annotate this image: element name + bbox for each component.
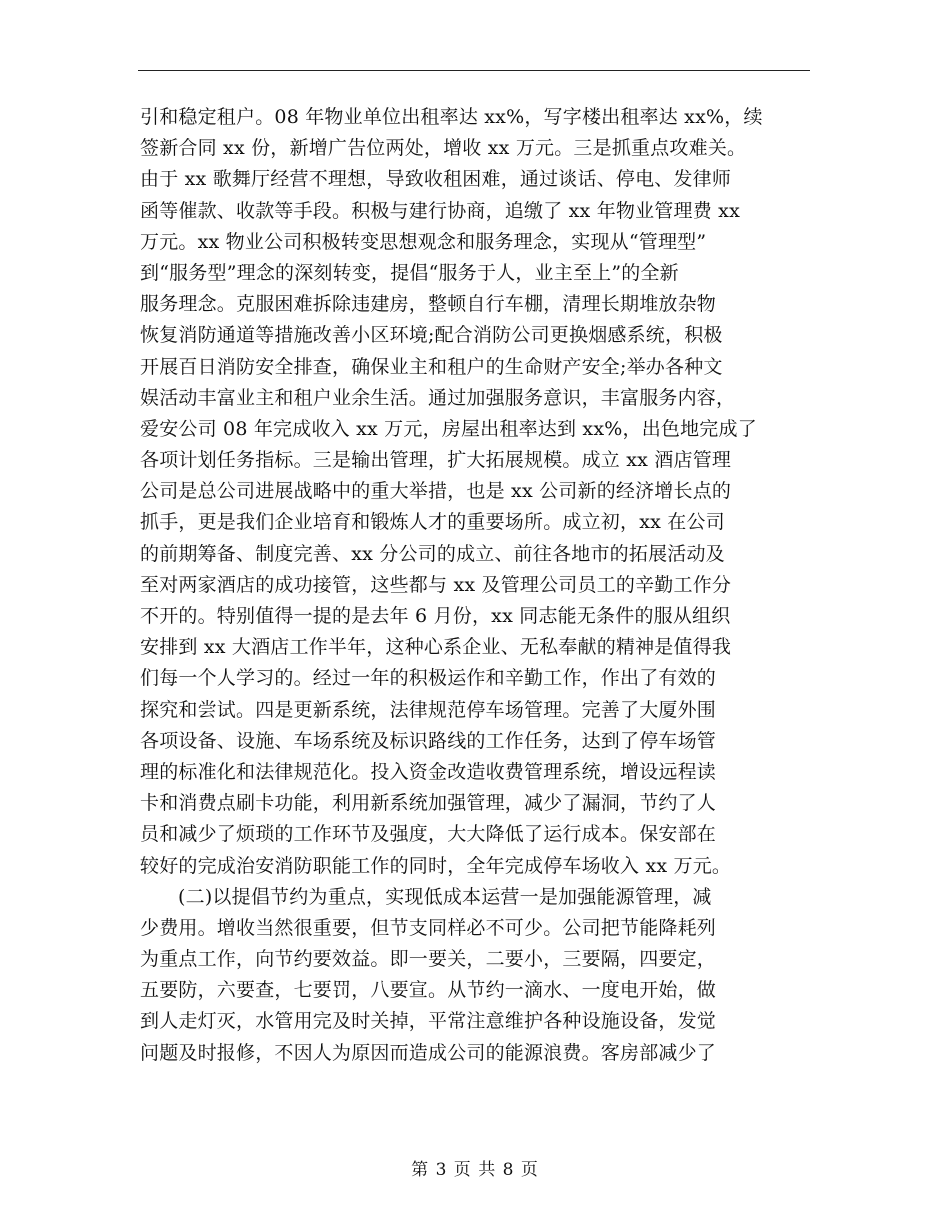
- text-line: 各项设备、设施、车场系统及标识路线的工作任务，达到了停车场管: [140, 729, 717, 752]
- text-line: 公司是总公司进展战略中的重大举措，也是 xx 公司新的经济增长点的: [140, 480, 732, 503]
- text-line: 到人走灯灭，水管用完及时关掉，平常注意维护各种设施设备，发觉: [140, 1010, 717, 1033]
- text-line: 签新合同 xx 份，新增广告位两处，增收 xx 万元。三是抓重点攻难关。: [140, 137, 747, 160]
- text-line: 函等催款、收款等手段。积极与建行协商，追缴了 xx 年物业管理费 xx: [140, 199, 740, 222]
- text-line: 各项计划任务指标。三是输出管理，扩大拓展规模。成立 xx 酒店管理: [140, 449, 732, 472]
- text-line: 探究和尝试。四是更新系统，法律规范停车场管理。完善了大厦外围: [140, 698, 717, 721]
- text-line: 爱安公司 08 年完成收入 xx 万元，房屋出租率达到 xx%，出色地完成了: [140, 417, 757, 440]
- text-line: 们每一个人学习的。经过一年的积极运作和辛勤工作，作出了有效的: [140, 667, 717, 690]
- text-line: 不开的。特别值得一提的是去年 6 月份，xx 同志能无条件的服从组织: [140, 605, 731, 627]
- text-line: 少费用。增收当然很重要，但节支同样必不可少。公司把节能降耗列: [140, 916, 717, 939]
- text-line: 员和减少了烦琐的工作环节及强度，大大降低了运行成本。保安部在: [140, 823, 717, 846]
- page-footer: 第 3 页 共 8 页: [411, 1160, 539, 1180]
- text-line: 卡和消费点刷卡功能，利用新系统加强管理，减少了漏洞，节约了人: [140, 792, 717, 815]
- paragraph-2: [140, 882, 812, 1069]
- text-line: 安排到 xx 大酒店工作半年，这种心系企业、无私奉献的精神是值得我: [140, 636, 732, 659]
- text-line: 万元。xx 物业公司积极转变思想观念和服务理念，实现从“管理型”: [140, 230, 707, 253]
- text-line: 开展百日消防安全排查，确保业主和租户的生命财产安全;举办各种文: [140, 355, 723, 378]
- text-line: 为重点工作，向节约要效益。即一要关，二要小，三要隔，四要定，: [140, 948, 717, 971]
- text-line: (二)以提倡节约为重点，实现低成本运营一是加强能源管理，减: [178, 885, 712, 908]
- text-line: 至对两家酒店的成功接管，这些都与 xx 及管理公司员工的辛勤工作分: [140, 573, 732, 596]
- text-line: 抓手，更是我们企业培育和锻炼人才的重要场所。成立初，xx 在公司: [140, 511, 725, 534]
- text-line: 五要防，六要查，七要罚，八要宣。从节约一滴水、一度电开始，做: [140, 979, 717, 1002]
- text-line: 到“服务型”理念的深刻转变，提倡“服务于人，业主至上”的全新: [140, 261, 679, 284]
- text-line: 理的标准化和法律规范化。投入资金改造收费管理系统，增设远程读: [140, 760, 717, 783]
- paragraph-1: [140, 102, 812, 882]
- text-line: 恢复消防通道等措施改善小区环境;配合消防公司更换烟感系统，积极: [140, 324, 723, 347]
- text-line: 由于 xx 歌舞厅经营不理想，导致收租困难，通过谈话、停电、发律师: [140, 168, 732, 191]
- text-line: 服务理念。克服困难拆除违建房，整顿自行车棚，清理长期堆放杂物: [140, 293, 717, 316]
- header-rule: [138, 70, 810, 71]
- text-line: 引和稳定租户。08 年物业单位出租率达 xx%，写字楼出租率达 xx%，续: [140, 106, 763, 128]
- text-line: 较好的完成治安消防职能工作的同时，全年完成停车场收入 xx 万元。: [140, 854, 732, 877]
- text-line: 的前期筹备、制度完善、xx 分公司的成立、前往各地市的拓展活动及: [140, 542, 725, 565]
- document-body: [140, 102, 812, 1069]
- text-line: 问题及时报修，不因人为原因而造成公司的能源浪费。客房部减少了: [140, 1041, 717, 1064]
- text-line: 娱活动丰富业主和租户业余生活。通过加强服务意识，丰富服务内容，: [140, 386, 736, 409]
